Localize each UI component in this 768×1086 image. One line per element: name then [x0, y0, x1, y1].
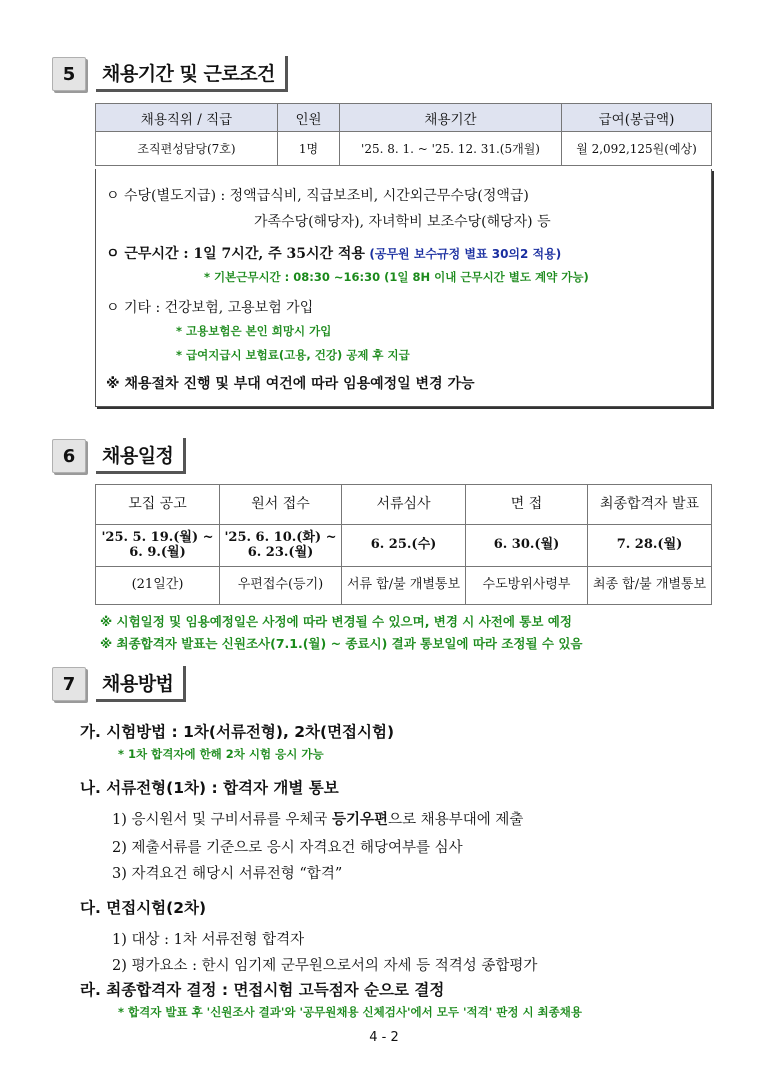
schedule-date-final: 7. 28.(월): [588, 525, 712, 567]
method-ra: 라. 최종합격자 결정 : 면접시험 고득점자 순으로 결정: [80, 981, 445, 999]
section-7-number: 7: [52, 667, 86, 701]
method-na: 나. 서류전형(1차) : 합격자 개별 통보: [80, 779, 339, 797]
cell-headcount: 1명: [278, 132, 340, 166]
method-na-2: 2) 제출서류를 기준으로 응시 자격요건 해당여부를 심사: [112, 840, 463, 856]
schedule-detail-interview: 수도방위사령부: [466, 567, 588, 605]
header-headcount: 인원: [278, 104, 340, 132]
schedule-date-interview: 6. 30.(월): [466, 525, 588, 567]
etc-line: ㅇ 기타 : 건강보험, 고용보험 가입: [106, 300, 314, 316]
schedule-note-2: ※ 최종합격자 발표는 신원조사(7.1.(월) ~ 종료시) 결과 통보일에 따라 조정될 수 있음: [100, 636, 583, 651]
method-ga-note: * 1차 합격자에 한해 2차 시험 응시 가능: [118, 747, 324, 761]
section-7-title: 채용방법: [96, 666, 186, 702]
schedule-header-document: 서류심사: [342, 485, 466, 525]
header-period: 채용기간: [340, 104, 562, 132]
section-5-header: [52, 54, 288, 94]
schedule-date-document: 6. 25.(수): [342, 525, 466, 567]
schedule-header-interview: 면 접: [466, 485, 588, 525]
method-da: 다. 면접시험(2차): [80, 899, 207, 917]
section-6-number: 6: [52, 439, 86, 473]
cell-position: 조직편성담당(7호): [96, 132, 278, 166]
method-na-1: [112, 808, 523, 829]
method-na-3: 3) 자격요건 해당시 서류전형 “합격”: [112, 866, 343, 882]
work-hours-line: [106, 243, 561, 263]
schedule-date-notice: '25. 5. 19.(월) ~ 6. 9.(월): [96, 525, 220, 567]
section-6-header: [52, 436, 186, 476]
method-na-1-registered-mail: 등기우편: [332, 811, 389, 828]
section-5-title: 채용기간 및 근로조건: [96, 56, 288, 92]
schedule-header-notice: 모집 공고: [96, 485, 220, 525]
etc-note-1: * 고용보험은 본인 희망시 가입: [176, 324, 332, 338]
method-ra-note: * 합격자 발표 후 '신원조사 결과'와 '공무원채용 신체검사'에서 모두 '적격' 판정 시 최종채용: [118, 1005, 582, 1019]
section-5-number: 5: [52, 57, 86, 91]
employment-conditions-box: [95, 169, 712, 407]
allowance-line-2: 가족수당(해당자), 자녀학비 보조수당(해당자) 등: [254, 214, 551, 230]
work-hours-reference: (공무원 보수규정 별표 30의2 적용): [369, 247, 562, 261]
section-6-title: 채용일정: [96, 438, 186, 474]
section-5-remark: ※ 채용절차 진행 및 부대 여건에 따라 임용예정일 변경 가능: [106, 376, 475, 392]
method-na-1-text-c: 으로 채용부대에 제출: [388, 812, 524, 828]
cell-salary: 월 2,092,125원(예상): [562, 132, 712, 166]
schedule-detail-final: 최종 합/불 개별통보: [588, 567, 712, 605]
schedule-header-final: 최종합격자 발표: [588, 485, 712, 525]
schedule-note-1: ※ 시험일정 및 임용예정일은 사정에 따라 변경될 수 있으며, 변경 시 사전에 통보 예정: [100, 614, 572, 629]
method-da-2: 2) 평가요소 : 한시 임기제 군무원으로서의 자세 등 적격성 종합평가: [112, 958, 538, 974]
section-7-header: [52, 664, 186, 704]
schedule-detail-document: 서류 합/불 개별통보: [342, 567, 466, 605]
schedule-detail-application: 우편접수(등기): [220, 567, 342, 605]
schedule-header-application: 원서 접수: [220, 485, 342, 525]
work-hours-text: ㅇ 근무시간 : 1일 7시간, 주 35시간 적용: [106, 246, 365, 262]
header-position: 채용직위 / 직급: [96, 104, 278, 132]
method-da-1: 1) 대상 : 1차 서류전형 합격자: [112, 932, 305, 948]
schedule-table: [95, 484, 712, 605]
method-ga: 가. 시험방법 : 1차(서류전형), 2차(면접시험): [80, 723, 395, 741]
cell-period: '25. 8. 1. ~ '25. 12. 31.(5개월): [340, 132, 562, 166]
schedule-date-application: '25. 6. 10.(화) ~ 6. 23.(월): [220, 525, 342, 567]
page-number: 4 - 2: [369, 1030, 399, 1045]
method-na-1-text-a: 1) 응시원서 및 구비서류를 우체국: [112, 812, 333, 828]
work-hours-note: * 기본근무시간 : 08:30 ~16:30 (1일 8H 이내 근무시간 별도 계약 가능): [204, 270, 589, 284]
header-salary: 급여(봉급액): [562, 104, 712, 132]
schedule-detail-notice: (21일간): [96, 567, 220, 605]
etc-note-2: * 급여지급시 보험료(고용, 건강) 공제 후 지급: [176, 348, 410, 362]
employment-conditions-table: [95, 103, 712, 166]
allowance-line: ㅇ 수당(별도지급) : 정액급식비, 직급보조비, 시간외근무수당(정액급): [106, 188, 529, 204]
